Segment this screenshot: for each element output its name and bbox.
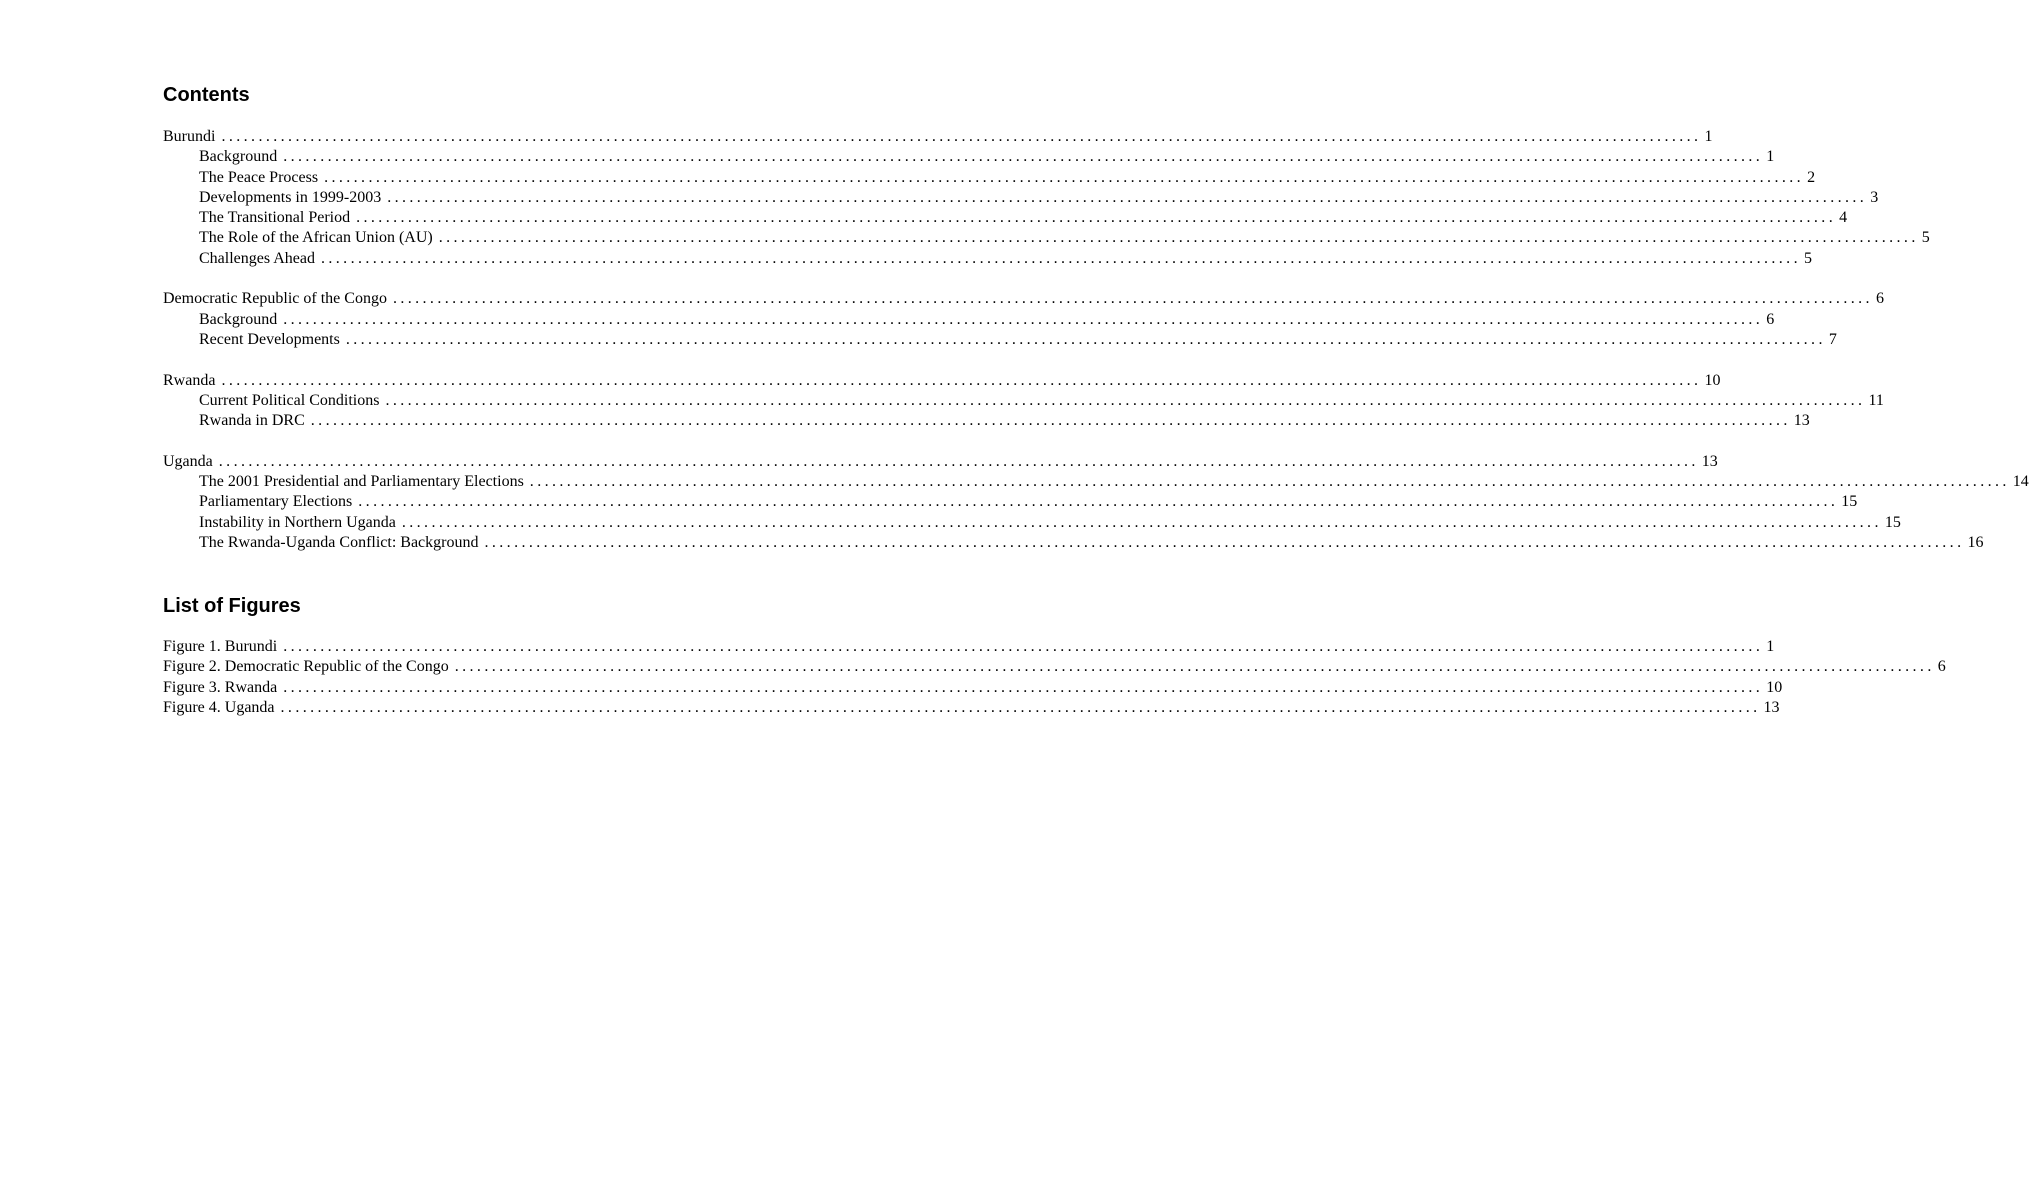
toc-entry-uganda[interactable]: [163, 452, 1718, 472]
toc-page-number: 7: [1828, 330, 1837, 348]
toc-page-number: 5: [1803, 249, 1812, 267]
toc-entry-burundi[interactable]: [163, 127, 1713, 147]
toc-entry-title: The 2001 Presidential and Parliamentary Elections: [199, 473, 524, 491]
figure-page-number: 6: [1937, 658, 1946, 676]
dot-leader: ........................................................................................................................................................................................................: [283, 638, 1764, 655]
toc-entry-title: Recent Developments: [199, 330, 340, 348]
toc-page-number: 13: [1701, 452, 1718, 470]
toc-group-burundi: [163, 127, 1930, 269]
figure-entry-title: Figure 2. Democratic Republic of the Congo: [163, 658, 449, 676]
contents-heading: Contents: [163, 84, 250, 106]
toc-entry-title: Democratic Republic of the Congo: [163, 290, 387, 308]
toc-entry-title: The Transitional Period: [199, 209, 351, 227]
toc-subentry[interactable]: [163, 533, 1984, 553]
figures-list: [163, 637, 1946, 718]
dot-leader: ........................................................................................................................................................................................................: [283, 310, 1764, 328]
dot-leader: ........................................................................................................................................................................................................: [454, 658, 1935, 676]
toc-entry-title: Rwanda: [163, 371, 216, 389]
contents-list: [163, 127, 2029, 574]
toc-page-number: 3: [1870, 188, 1879, 206]
dot-leader: ........................................................................................................................................................................................................: [387, 188, 1868, 206]
toc-subentry[interactable]: [163, 188, 1879, 208]
toc-page-number: 1: [1766, 148, 1775, 166]
toc-page-number: 6: [1875, 290, 1884, 308]
dot-leader: ........................................................................................................................................................................................................: [283, 678, 1764, 696]
toc-entry-title: Uganda: [163, 452, 213, 470]
figure-entry-title: Figure 1. Burundi: [163, 638, 278, 655]
toc-entry-title: Current Political Conditions: [199, 391, 380, 409]
dot-leader: ........................................................................................................................................................................................................: [529, 473, 2010, 491]
toc-entry-title: The Role of the African Union (AU): [199, 229, 433, 247]
toc-page-number: 15: [1884, 513, 1901, 531]
dot-leader: ........................................................................................................................................................................................................: [356, 209, 1837, 227]
dot-leader: ........................................................................................................................................................................................................: [310, 412, 1791, 430]
toc-subentry[interactable]: [163, 208, 1848, 228]
toc-subentry[interactable]: [163, 492, 1858, 512]
toc-entry-title: Background: [199, 148, 278, 166]
toc-subentry[interactable]: [163, 513, 1901, 533]
figure-entry[interactable]: [163, 698, 1780, 718]
figure-entry[interactable]: [163, 678, 1783, 698]
toc-entry-title: Background: [199, 310, 278, 328]
toc-page-number: 1: [1704, 128, 1713, 145]
toc-entry-drc[interactable]: [163, 289, 1884, 309]
toc-entry-title: Instability in Northern Uganda: [199, 513, 396, 531]
dot-leader: ........................................................................................................................................................................................................: [438, 229, 1919, 247]
figure-page-number: 1: [1766, 638, 1775, 655]
toc-subentry[interactable]: [163, 168, 1816, 188]
dot-leader: ........................................................................................................................................................................................................: [221, 371, 1702, 389]
toc-entry-title: Burundi: [163, 128, 216, 145]
toc-subentry[interactable]: [163, 310, 1775, 330]
dot-leader: ........................................................................................................................................................................................................: [392, 290, 1873, 308]
toc-entry-title: The Rwanda-Uganda Conflict: Background: [199, 533, 479, 551]
figure-entry-title: Figure 3. Rwanda: [163, 678, 278, 696]
figure-entry[interactable]: [163, 657, 1946, 677]
dot-leader: ........................................................................................................................................................................................................: [484, 533, 1965, 551]
toc-subentry[interactable]: [163, 472, 2029, 492]
toc-entry-title: Parliamentary Elections: [199, 493, 353, 511]
dot-leader: ........................................................................................................................................................................................................: [280, 698, 1761, 716]
dot-leader: ........................................................................................................................................................................................................: [385, 391, 1866, 409]
toc-page-number: 11: [1868, 391, 1884, 409]
dot-leader: ........................................................................................................................................................................................................: [401, 513, 1882, 531]
toc-subentry[interactable]: [163, 391, 1884, 411]
toc-page-number: 5: [1921, 229, 1930, 247]
toc-page-number: 10: [1704, 371, 1721, 389]
dot-leader: ........................................................................................................................................................................................................: [320, 249, 1801, 267]
toc-page-number: 2: [1807, 168, 1816, 186]
toc-page-number: 4: [1839, 209, 1848, 227]
toc-page-number: 15: [1841, 493, 1858, 511]
toc-subentry[interactable]: [163, 411, 1810, 431]
toc-page-number: 14: [2012, 473, 2029, 491]
dot-leader: ........................................................................................................................................................................................................: [221, 128, 1702, 145]
toc-entry-rwanda[interactable]: [163, 371, 1721, 391]
toc-page-number: 13: [1793, 412, 1810, 430]
figures-heading: List of Figures: [163, 595, 301, 617]
dot-leader: ........................................................................................................................................................................................................: [218, 452, 1699, 470]
toc-entry-title: Challenges Ahead: [199, 249, 315, 267]
dot-leader: ........................................................................................................................................................................................................: [283, 148, 1764, 166]
toc-subentry[interactable]: [163, 330, 1837, 350]
figure-entry-title: Figure 4. Uganda: [163, 698, 275, 716]
toc-group-drc: [163, 289, 1884, 350]
toc-entry-title: The Peace Process: [199, 168, 319, 186]
figure-entry[interactable]: [163, 637, 1775, 657]
toc-subentry[interactable]: [163, 228, 1930, 248]
figure-page-number: 10: [1766, 678, 1783, 696]
toc-entry-title: Developments in 1999-2003: [199, 188, 382, 206]
dot-leader: ........................................................................................................................................................................................................: [324, 168, 1805, 186]
toc-page-number: 16: [1967, 533, 1984, 551]
toc-subentry[interactable]: [163, 249, 1812, 269]
toc-entry-title: Rwanda in DRC: [199, 412, 305, 430]
dot-leader: ........................................................................................................................................................................................................: [358, 493, 1839, 511]
dot-leader: ........................................................................................................................................................................................................: [345, 330, 1826, 348]
figure-page-number: 13: [1763, 698, 1780, 716]
toc-page-number: 6: [1766, 310, 1775, 328]
toc-subentry[interactable]: [163, 147, 1775, 167]
toc-group-rwanda: [163, 371, 1884, 432]
toc-group-uganda: [163, 452, 2029, 553]
